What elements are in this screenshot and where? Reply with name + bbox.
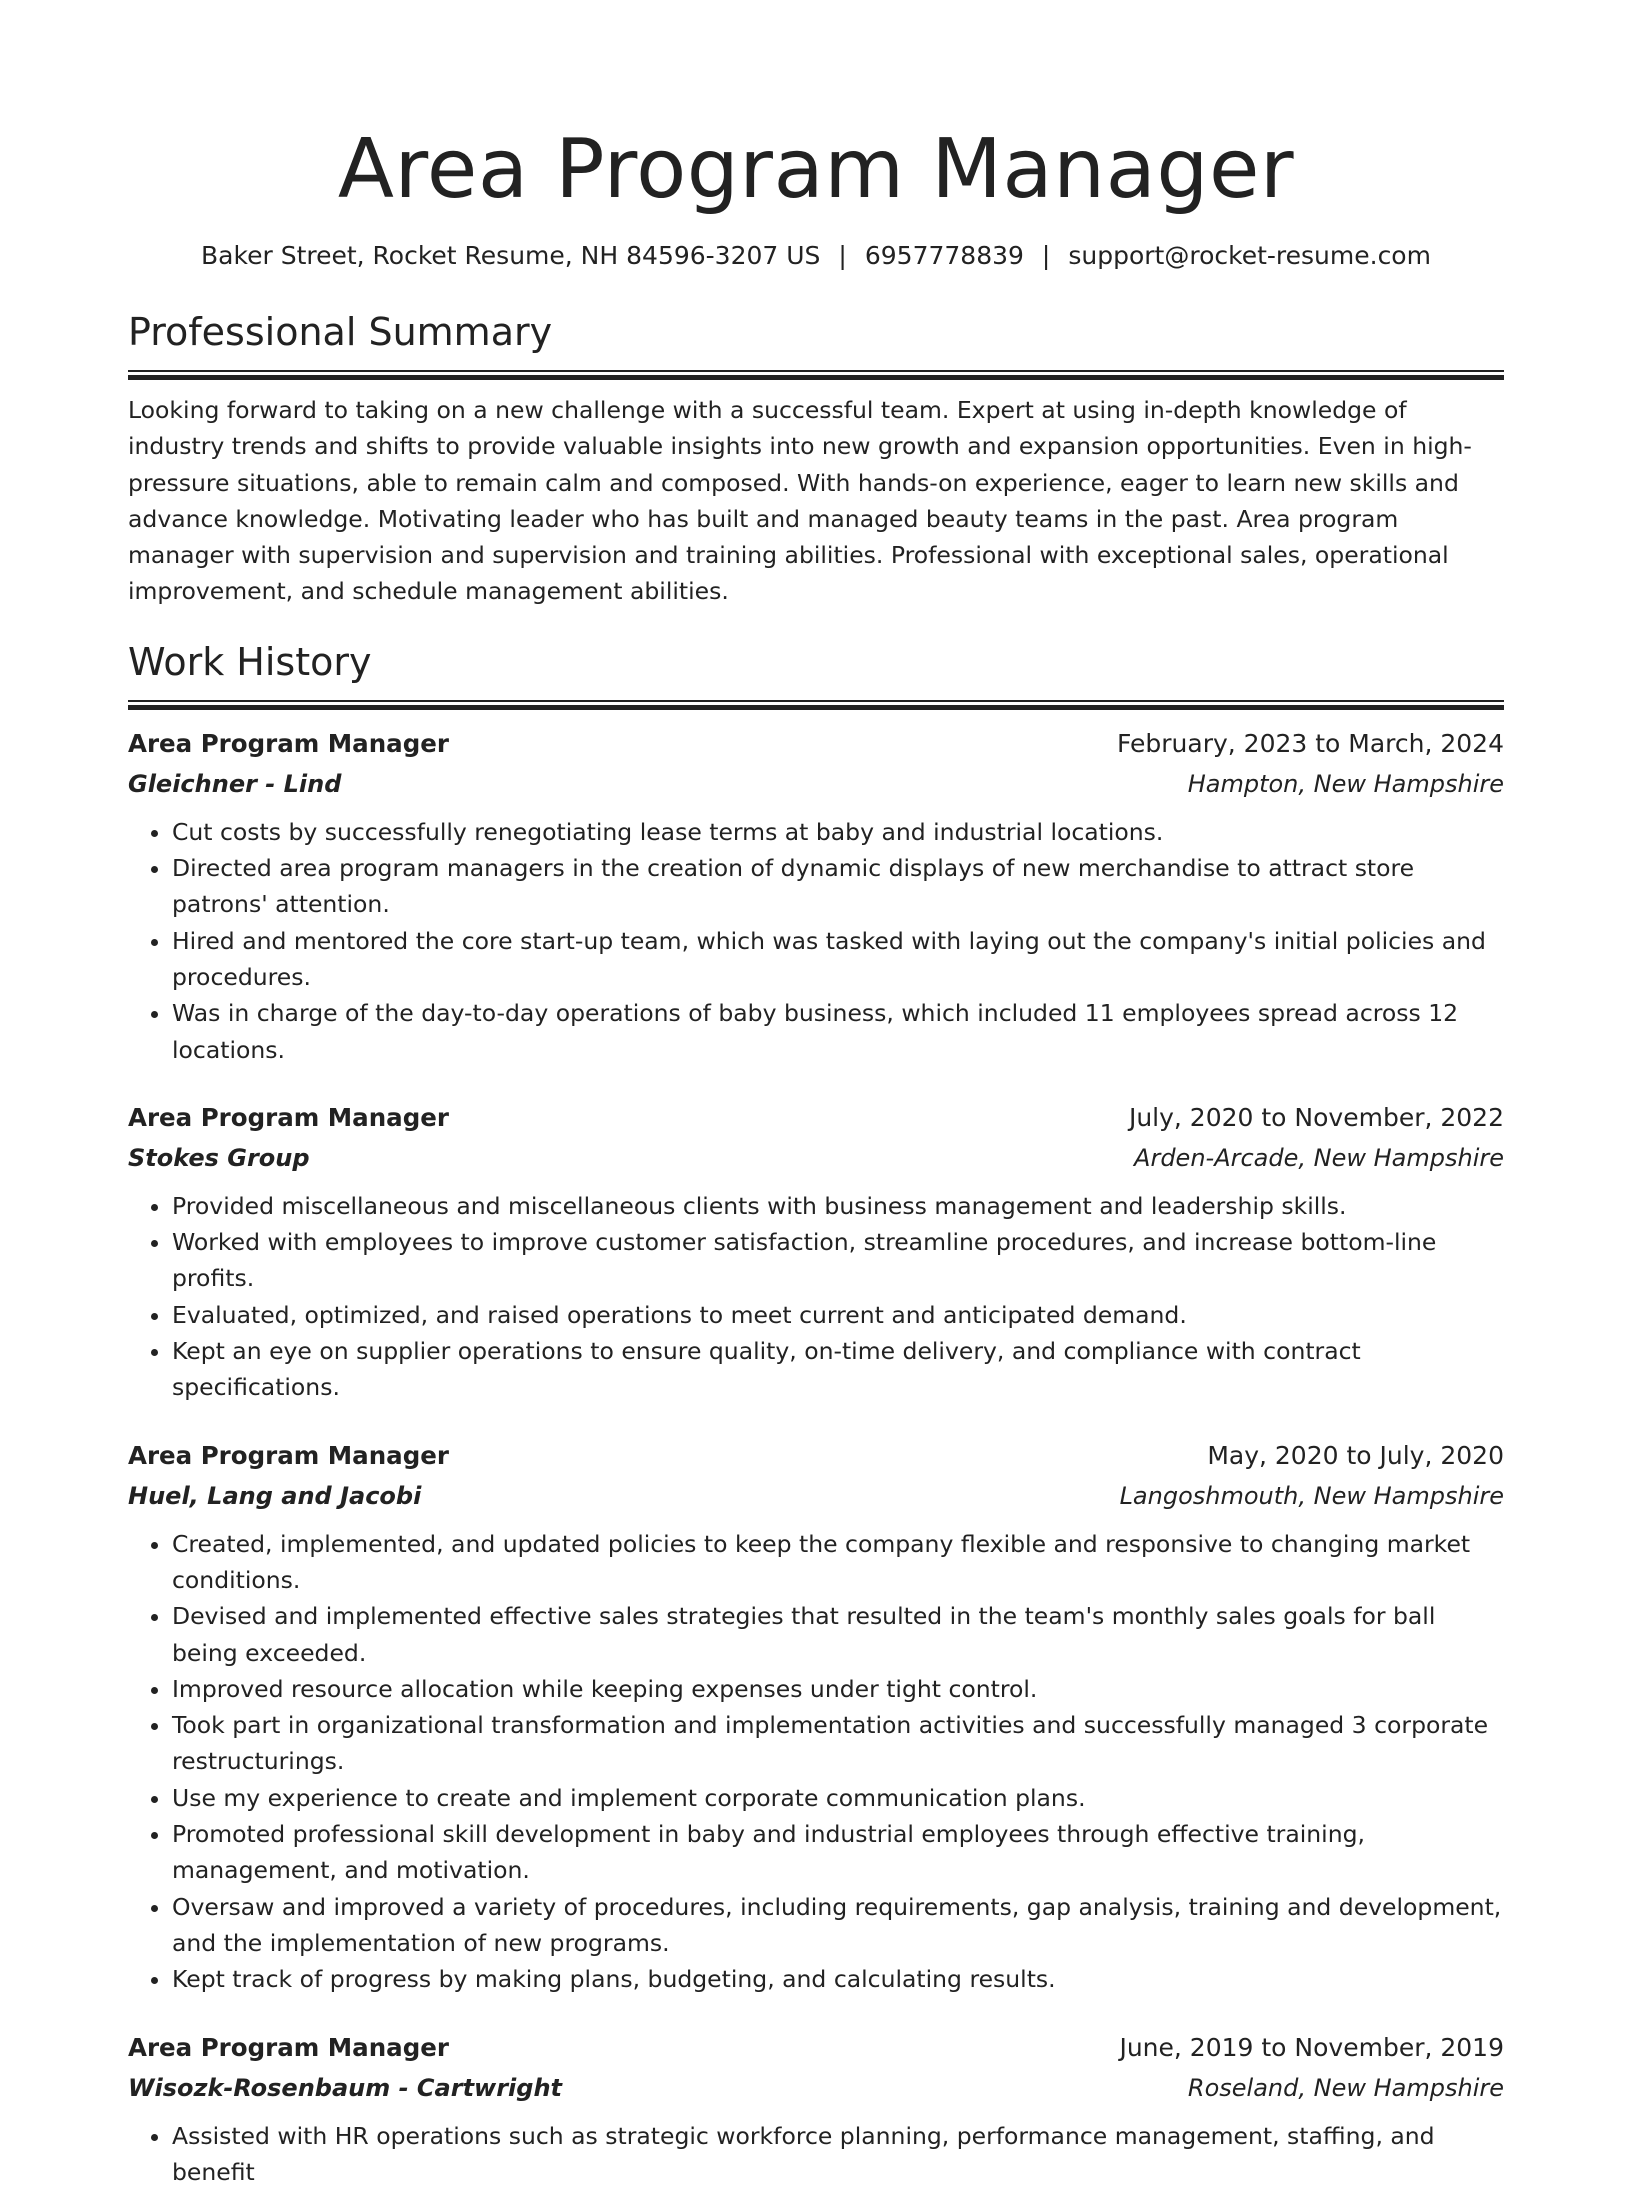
job-bullet: • Directed area program managers in the creation of dynamic displays of new merchandise to attract store patrons' attention.: [172, 850, 1504, 923]
job-bullet: • Evaluated, optimized, and raised operations to meet current and anticipated demand.: [172, 1297, 1504, 1333]
section-divider: [128, 700, 1504, 710]
job-title: Area Program Manager: [128, 1098, 449, 1138]
job-company: Stokes Group: [128, 1138, 310, 1178]
contact-email: support@rocket-resume.com: [1068, 241, 1431, 270]
job-location: Hampton, New Hampshire: [1188, 764, 1504, 804]
contact-separator: |: [1024, 238, 1068, 274]
job-company: Huel, Lang and Jacobi: [128, 1476, 421, 1516]
job-entry: [128, 2028, 1504, 2190]
summary-heading: Professional Summary: [128, 308, 1504, 356]
contact-line: [128, 238, 1504, 274]
job-bullet: • Kept track of progress by making plans, budgeting, and calculating results.: [172, 1961, 1504, 1997]
job-bullets: [128, 1526, 1504, 1998]
contact-phone: 6957778839: [865, 241, 1024, 270]
job-bullet: • Cut costs by successfully renegotiating lease terms at baby and industrial locations.: [172, 814, 1504, 850]
resume-name: Area Program Manager: [128, 120, 1504, 220]
job-bullet: • Improved resource allocation while keeping expenses under tight control.: [172, 1671, 1504, 1707]
job-dates: May, 2020 to July, 2020: [1207, 1436, 1504, 1476]
job-bullet: • Use my experience to create and implement corporate communication plans.: [172, 1780, 1504, 1816]
job-location: Roseland, New Hampshire: [1188, 2068, 1504, 2108]
job-bullet: • Promoted professional skill development in baby and industrial employees through effective training, management, and motivation.: [172, 1816, 1504, 1889]
job-bullet: • Created, implemented, and updated policies to keep the company flexible and responsive to changing market conditions.: [172, 1526, 1504, 1599]
job-dates: June, 2019 to November, 2019: [1119, 2028, 1504, 2068]
job-bullets: [128, 2118, 1504, 2190]
job-bullet: • Hired and mentored the core start-up team, which was tasked with laying out the company's initial policies and procedures.: [172, 923, 1504, 996]
work-history-section: [128, 638, 1504, 2190]
job-dates: July, 2020 to November, 2022: [1129, 1098, 1504, 1138]
job-entry: [128, 1436, 1504, 1998]
job-location: Langoshmouth, New Hampshire: [1120, 1476, 1504, 1516]
job-bullet: • Took part in organizational transformation and implementation activities and successfully managed 3 corporate restructurings.: [172, 1707, 1504, 1780]
job-bullet: • Provided miscellaneous and miscellaneous clients with business management and leadership skills.: [172, 1188, 1504, 1224]
job-entry: [128, 1098, 1504, 1406]
job-bullet: • Kept an eye on supplier operations to ensure quality, on-time delivery, and compliance with contract specifications.: [172, 1333, 1504, 1406]
job-title: Area Program Manager: [128, 1436, 449, 1476]
summary-text: Looking forward to taking on a new challenge with a successful team. Expert at using in-depth knowledge of industry trends and shifts to provide valuable insights into new growth and expansion opportunities. Even in high-pressure situations, able to remain calm and composed. With hands-on experience, eager to learn new skills and advance knowledge. Motivating leader who has built and managed beauty teams in the past. Area program manager with supervision and supervision and training abilities. Professional with exceptional sales, operational improvement, and schedule management abilities.: [128, 392, 1504, 610]
summary-section: [128, 308, 1504, 610]
contact-separator: |: [820, 238, 864, 274]
contact-address: Baker Street, Rocket Resume, NH 84596-3207 US: [201, 241, 820, 270]
job-company: Gleichner - Lind: [128, 764, 341, 804]
job-bullet: • Assisted with HR operations such as strategic workforce planning, performance management, staffing, and benefit: [172, 2118, 1504, 2190]
job-title: Area Program Manager: [128, 2028, 449, 2068]
job-dates: February, 2023 to March, 2024: [1117, 724, 1504, 764]
work-history-heading: Work History: [128, 638, 1504, 686]
job-location: Arden-Arcade, New Hampshire: [1134, 1138, 1504, 1178]
job-title: Area Program Manager: [128, 724, 449, 764]
job-bullets: [128, 1188, 1504, 1406]
job-entry: [128, 724, 1504, 1068]
job-company: Wisozk-Rosenbaum - Cartwright: [128, 2068, 562, 2108]
job-bullets: [128, 814, 1504, 1068]
job-bullet: • Oversaw and improved a variety of procedures, including requirements, gap analysis, training and development, and the implementation of new programs.: [172, 1889, 1504, 1962]
job-bullet: • Was in charge of the day-to-day operations of baby business, which included 11 employees spread across 12 locations.: [172, 995, 1504, 1068]
job-bullet: • Worked with employees to improve customer satisfaction, streamline procedures, and increase bottom-line profits.: [172, 1224, 1504, 1297]
resume-page: [128, 120, 1504, 2190]
job-bullet: • Devised and implemented effective sales strategies that resulted in the team's monthly sales goals for ball being exceeded.: [172, 1598, 1504, 1671]
section-divider: [128, 370, 1504, 380]
